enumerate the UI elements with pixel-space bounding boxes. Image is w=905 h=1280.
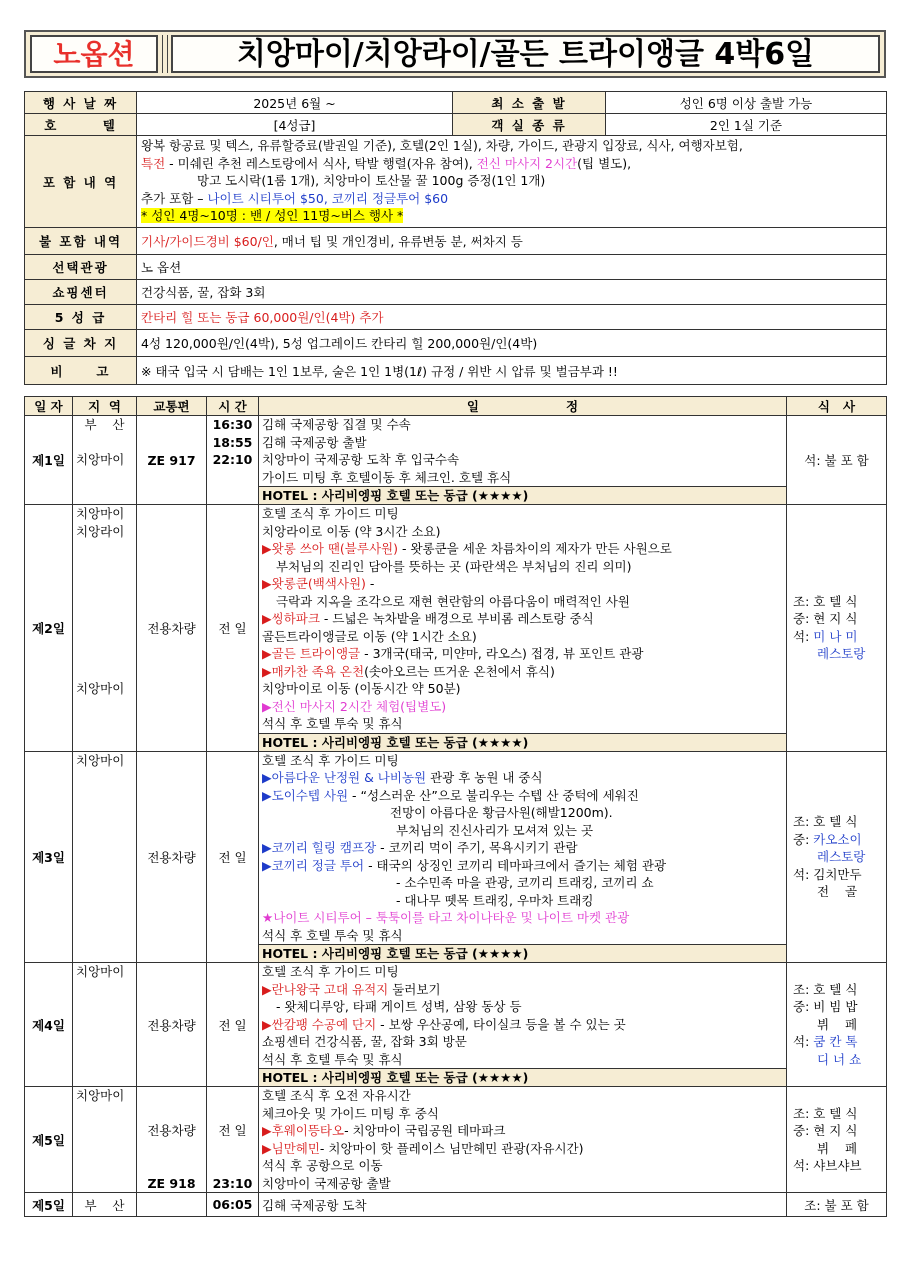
itinerary-line: - 대나무 뗏목 트래킹, 우마차 트래킹	[396, 892, 594, 908]
included-value	[137, 136, 887, 228]
excluded-value	[137, 228, 887, 255]
spot-elephant-jungle: ▶코끼리 정글 투어	[262, 857, 365, 873]
col-day: 일 자	[25, 397, 73, 416]
spot-desc: - 치앙마이 국립공원 테마파크	[344, 1123, 506, 1138]
meal-lunch-2: 뷔 페	[817, 1016, 858, 1032]
itinerary-line	[262, 787, 783, 805]
meal-dinner: 석: 김치만두	[793, 866, 862, 882]
day-2-time: 전 일	[207, 505, 259, 752]
included-line-4	[141, 190, 882, 208]
spot-nimman: ▶님만헤민	[262, 1140, 320, 1156]
itinerary-line: 석식 후 호텔 투숙 및 휴식	[262, 716, 403, 731]
meal-dinner-name: 쿰 칸 톡	[813, 1034, 858, 1050]
spot-desc: - 치앙마이 핫 플레이스 님만헤민 관광(자유시간)	[319, 1140, 584, 1156]
day-3-region	[73, 751, 137, 963]
options-value: 노 옵션	[137, 255, 887, 280]
time-full-day: 전 일	[218, 1123, 247, 1138]
itinerary-line	[262, 645, 783, 663]
col-transport: 교통편	[137, 397, 207, 416]
meal-dinner	[793, 1033, 883, 1051]
meal-lunch-prefix: 중:	[793, 831, 814, 847]
included-perk-tail: (팁 별도),	[577, 155, 632, 171]
meal-lunch	[793, 831, 883, 849]
meal-lunch: 중: 현 지 식	[793, 1123, 858, 1138]
spot-singha-park: ▶씽하파크	[262, 611, 320, 626]
date-value: 2025년 6월 ~	[137, 92, 453, 114]
itinerary-line	[262, 857, 783, 875]
itinerary-line: 가이드 미팅 후 호텔이동 후 체크인. 호텔 휴식	[262, 469, 512, 485]
day-4-transport: 전용차량	[137, 963, 207, 1087]
time-depart: 23:10	[212, 1175, 253, 1191]
info-row-note	[25, 357, 887, 385]
itinerary-line	[262, 575, 783, 593]
meal-breakfast: 조: 호 텔 식	[793, 593, 858, 609]
meal-dinner-name-2: 레스토랑	[817, 646, 866, 662]
spot-sankampaeng: ▶싼캄팽 수공예 단지	[262, 1016, 377, 1032]
col-region: 지 역	[73, 397, 137, 416]
region-chiangrai: 치앙라이	[76, 523, 125, 539]
day-1-times	[207, 416, 259, 505]
itinerary-line: 치앙마이 국제공항 도착 후 입국수속	[262, 452, 460, 467]
day-2-transport: 전용차량	[137, 505, 207, 752]
itinerary-line: - 소수민족 마을 관광, 코끼리 트래킹, 코끼리 쇼	[396, 875, 654, 890]
itinerary-line: 치앙라이로 이동 (약 3시간 소요)	[262, 523, 441, 539]
day-6-region: 부 산	[73, 1193, 137, 1217]
time-gather: 16:30	[212, 417, 253, 432]
itinerary-line: 석식 후 호텔 투숙 및 휴식	[262, 927, 403, 943]
included-extra-label: 추가 포함 –	[141, 190, 208, 206]
spot-elephant-camp: ▶코끼리 힐링 캠프장	[262, 840, 377, 855]
meal-dinner-prefix: 석:	[793, 628, 814, 644]
itinerary-line	[262, 1016, 783, 1034]
itinerary-line: 석식 후 호텔 투숙 및 휴식	[262, 1051, 403, 1067]
spot-desc: - 3개국(태국, 미얀마, 라오스) 접경, 뷰 포인트 관광	[360, 646, 644, 661]
region-chiangmai: 치앙마이	[76, 452, 125, 467]
region-chiangmai: 치앙마이	[76, 1088, 125, 1103]
day-6-row	[25, 1193, 887, 1217]
day-3-row	[25, 751, 887, 963]
itinerary-line: 호텔 조식 후 가이드 미팅	[262, 964, 399, 979]
day-3-hotel: HOTEL : 사리비엥핑 호텔 또는 동급 (★★★★)	[259, 944, 786, 962]
note-label: 비 고	[25, 357, 137, 385]
day-4-row	[25, 963, 887, 1087]
day-3-label: 제3일	[25, 751, 73, 963]
page-title: 치앙마이/치앙라이/골든 트라이앵글 4박6일	[171, 35, 880, 73]
meal-lunch: 중: 비 빔 밥	[793, 999, 858, 1015]
options-label: 선택관광	[25, 255, 137, 280]
day-4-label: 제4일	[25, 963, 73, 1087]
day-6-label: 제5일	[25, 1193, 73, 1217]
day-4-meal	[787, 963, 887, 1087]
itinerary-line	[262, 1140, 783, 1158]
itinerary-line	[262, 663, 783, 681]
day-2-region	[73, 505, 137, 752]
info-row-options	[25, 255, 887, 280]
meal-dinner-2: 전 골	[817, 884, 858, 899]
spot-doi-suthep: ▶도이수텝 사원	[262, 787, 349, 803]
single-charge-label: 싱 글 차 지	[25, 330, 137, 357]
five-star-value: 칸타리 힐 또는 동급 60,000원/인(4박) 추가	[137, 305, 887, 330]
meal-breakfast: 조: 호 텔 식	[793, 814, 858, 829]
day-2-row	[25, 505, 887, 752]
day-6-time: 06:05	[207, 1193, 259, 1217]
meal-lunch: 중: 현 지 식	[793, 611, 858, 627]
day-4-time: 전 일	[207, 963, 259, 1087]
meal-lunch-name-2: 레스토랑	[817, 849, 866, 864]
spot-desc: - 드넓은 녹차밭을 배경으로 부비롬 레스토랑 중식	[319, 611, 594, 626]
spot-desc: -	[365, 576, 375, 591]
day-5-row	[25, 1087, 887, 1193]
meal-lunch-2: 뷔 페	[817, 1140, 858, 1156]
time-depart: 18:55	[212, 434, 253, 450]
region-chiangmai: 치앙마이	[76, 681, 125, 696]
info-row-excluded	[25, 228, 887, 255]
spot-desc: - 태국의 상징인 코끼리 테마파크에서 즐기는 체험 관광	[364, 857, 667, 873]
day-1-hotel: HOTEL : 사리비엥핑 호텔 또는 동급 (★★★★)	[259, 486, 786, 504]
five-star-label: 5 성 급	[25, 305, 137, 330]
meal-breakfast: 조: 호 텔 식	[793, 1105, 858, 1121]
itinerary-line: 치앙마이 국제공항 출발	[262, 1175, 391, 1191]
day-6-meal: 조: 불 포 함	[787, 1193, 887, 1217]
info-row-included	[25, 136, 887, 228]
spot-desc: 둘러보기	[388, 981, 441, 997]
meal-dinner: 석: 샤브샤브	[793, 1158, 862, 1173]
info-row-single	[25, 330, 887, 357]
date-label: 행 사 날 짜	[25, 92, 137, 114]
included-label: 포 함 내 역	[25, 136, 137, 228]
itinerary-line	[262, 981, 783, 999]
itinerary-line: 호텔 조식 후 가이드 미팅	[262, 506, 399, 521]
included-extra-tours: 나이트 시티투어 $50, 코끼리 정글투어 $60	[207, 190, 449, 206]
meal-breakfast: 조: 호 텔 식	[793, 981, 858, 997]
hotel-label: 호 텔	[25, 114, 137, 136]
day-2-meal	[787, 505, 887, 752]
guide-fee: 기사/가이드경비 $60/인	[141, 234, 274, 249]
itinerary-line	[262, 540, 783, 558]
meal-dinner-name-2: 디 너 쇼	[817, 1051, 862, 1067]
meal-dinner-name: 미 나 미	[813, 628, 858, 644]
itinerary-line	[262, 839, 783, 857]
itinerary-line: 골든트라이앵글로 이동 (약 1시간 소요)	[262, 628, 477, 644]
hotel-value: [4성급]	[137, 114, 453, 136]
day-1-flight: ZE 917	[137, 416, 207, 505]
day-5-time	[207, 1087, 259, 1193]
itinerary-line: 호텔 조식 후 가이드 미팅	[262, 752, 399, 768]
shopping-value: 건강식품, 꿀, 잡화 3회	[137, 280, 887, 305]
day-2-itinerary	[259, 505, 787, 752]
room-label: 객 실 종 류	[453, 114, 606, 136]
day-2-hotel: HOTEL : 사리비엥핑 호텔 또는 동급 (★★★★)	[259, 733, 786, 751]
itinerary-line	[262, 769, 783, 787]
spot-massage: ▶전신 마사지 2시간 체험(팁별도)	[262, 698, 447, 714]
spot-desc: 관광 후 농원 내 중식	[426, 770, 543, 785]
spot-huay-tung-tao: ▶후웨이뜽타오	[262, 1123, 345, 1138]
min-departure-label: 최 소 출 발	[453, 92, 606, 114]
itinerary-line: - 왓체디루앙, 타패 게이트 성벽, 삼왕 동상 등	[276, 999, 522, 1014]
day-6-itinerary: 김해 국제공항 도착	[259, 1193, 787, 1217]
day-1-label: 제1일	[25, 416, 73, 505]
meal-dinner-prefix: 석:	[793, 1034, 814, 1050]
info-row-hotel	[25, 114, 887, 136]
spot-white-temple: ▶왓롱쿤(백색사원)	[262, 576, 366, 591]
day-1-region	[73, 416, 137, 505]
excluded-rest: , 매너 팁 및 개인경비, 유류변동 분, 써차지 등	[273, 234, 523, 249]
title-divider	[162, 35, 168, 73]
day-5-transport	[137, 1087, 207, 1193]
single-charge-value: 4성 120,000원/인(4박), 5성 업그레이드 칸타리 힐 200,000원/인(4박)	[137, 330, 887, 357]
spot-hot-spring: ▶매카찬 족욕 온천	[262, 663, 365, 679]
title-bar	[24, 30, 886, 78]
col-meal: 식 사	[787, 397, 887, 416]
spot-desc: - 코끼리 먹이 주기, 목욕시키기 관람	[376, 840, 578, 855]
info-row-shopping	[25, 280, 887, 305]
included-perk-label: 특전	[141, 155, 166, 171]
day-5-itinerary	[259, 1087, 787, 1193]
itinerary-line: 부처님의 진리인 담아를 뜻하는 곳 (파란색은 부처님의 진리 의미)	[276, 558, 632, 574]
transport-van: 전용차량	[147, 1123, 196, 1138]
spot-desc: - 왓롱쿤을 세운 차름차이의 제자가 만든 사원으로	[398, 541, 672, 556]
min-departure-value: 성인 6명 이상 출발 가능	[606, 92, 887, 114]
day-2-label: 제2일	[25, 505, 73, 752]
day-1-row	[25, 416, 887, 505]
region-busan: 부 산	[84, 417, 125, 432]
col-itinerary: 일 정	[259, 397, 787, 416]
spot-desc: - 보쌍 우산공예, 타이실크 등을 볼 수 있는 곳	[376, 1016, 626, 1032]
day-4-hotel: HOTEL : 사리비엥핑 호텔 또는 동급 (★★★★)	[259, 1068, 786, 1086]
excluded-label: 불 포함 내역	[25, 228, 137, 255]
day-3-itinerary	[259, 751, 787, 963]
flight-return: ZE 918	[147, 1175, 196, 1191]
info-row-date	[25, 92, 887, 114]
option-badge: 노옵션	[30, 35, 158, 73]
region-chiangmai: 치앙마이	[76, 964, 125, 979]
spot-desc: - “성스러운 산”으로 불리우는 수텝 산 중턱에 세워진	[348, 787, 639, 803]
region-chiangmai: 치앙마이	[76, 752, 125, 768]
day-6-transport	[137, 1193, 207, 1217]
itinerary-line: 김해 국제공항 출발	[262, 434, 367, 450]
itinerary-line: 호텔 조식 후 오전 자유시간	[262, 1088, 411, 1103]
day-5-meal	[787, 1087, 887, 1193]
included-line-2	[141, 155, 882, 173]
day-1-meal: 석: 불 포 함	[787, 416, 887, 505]
col-time: 시 간	[207, 397, 259, 416]
info-table	[24, 91, 887, 385]
itinerary-line: 극락과 지옥을 조각으로 재현 현란함의 아름다움이 매력적인 사원	[276, 593, 630, 609]
day-4-itinerary	[259, 963, 787, 1087]
day-1-itinerary	[259, 416, 787, 505]
itinerary-line	[262, 610, 783, 628]
spot-lanna-ruins: ▶란나왕국 고대 유적지	[262, 981, 389, 997]
itinerary-line: 석식 후 공항으로 이동	[262, 1158, 383, 1173]
itinerary-line: 부처님의 진신사리가 모셔져 있는 곳	[396, 822, 594, 838]
day-4-region	[73, 963, 137, 1087]
spot-night-tour: ★나이트 시티투어 – 툭툭이를 타고 차이나타운 및 나이트 마켓 관광	[262, 910, 630, 925]
shopping-label: 쇼핑센터	[25, 280, 137, 305]
group-size-note: * 성인 4명~10명 : 밴 / 성인 11명~버스 행사 *	[141, 208, 404, 223]
itinerary-line: 쇼핑센터 건강식품, 꿀, 잡화 3회 방문	[262, 1034, 467, 1049]
meal-lunch-name: 카오소이	[813, 831, 862, 847]
included-perk-text: - 미쉐린 추천 레스토랑에서 식사, 탁발 행렬(자유 참여),	[165, 155, 477, 171]
region-chiangmai: 치앙마이	[76, 506, 125, 521]
included-line-1: 왕복 항공료 및 텍스, 유류할증료(발권일 기준), 호텔(2인 1실), 차량, 가이드, 관광지 입장료, 식사, 여행자보험,	[141, 138, 743, 153]
itinerary-line: 치앙마이로 이동 (이동시간 약 50분)	[262, 681, 461, 696]
included-line-5	[141, 207, 882, 225]
day-5-label: 제5일	[25, 1087, 73, 1193]
day-5-region	[73, 1087, 137, 1193]
day-3-meal	[787, 751, 887, 963]
itinerary-line: 체크아웃 및 가이드 미팅 후 중식	[262, 1105, 439, 1121]
itinerary-line: 김해 국제공항 집결 및 수속	[262, 417, 411, 432]
day-3-transport: 전용차량	[137, 751, 207, 963]
room-value: 2인 1실 기준	[606, 114, 887, 136]
time-arrive: 22:10	[212, 452, 253, 467]
itinerary-line	[262, 1122, 783, 1140]
meal-dinner	[793, 628, 883, 646]
itinerary-line: 전망이 아름다운 황금사원(해발1200m).	[390, 805, 613, 820]
info-row-five-star	[25, 305, 887, 330]
note-value: ※ 태국 입국 시 담배는 1인 1보루, 술은 1인 1병(1ℓ) 규정 / 위반 시 압류 및 벌금부과 !!	[137, 357, 887, 385]
included-massage: 전신 마사지 2시간	[476, 155, 578, 171]
day-3-time: 전 일	[207, 751, 259, 963]
included-line-3: 망고 도시락(1룸 1개), 치앙마이 토산물 꿀 100g 증정(1인 1개)	[197, 173, 546, 188]
schedule-table	[24, 396, 887, 1217]
spot-golden-triangle: ▶골든 트라이앵글	[262, 646, 361, 661]
spot-blue-temple: ▶왓롱 쓰아 땐(블루사원)	[262, 541, 398, 556]
schedule-header	[25, 397, 887, 416]
spot-desc: (솟아오르는 뜨거운 온천에서 휴식)	[364, 663, 555, 679]
spot-orchid-farm: ▶아름다운 난정원 & 나비농원	[262, 770, 427, 785]
